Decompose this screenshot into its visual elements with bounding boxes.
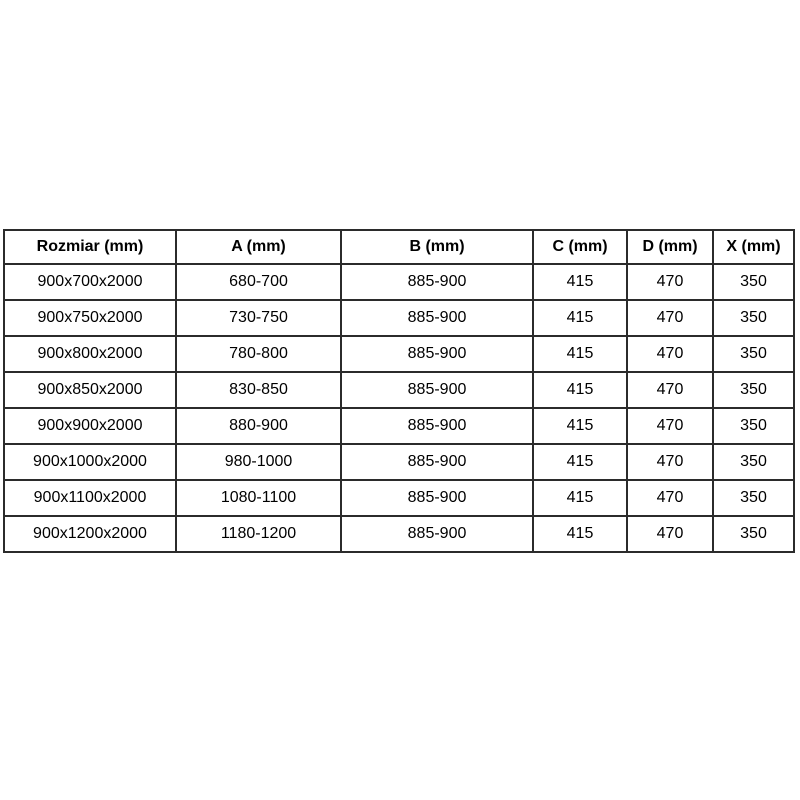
table-cell: 885-900 (341, 372, 533, 408)
table-cell: 470 (627, 372, 713, 408)
column-header-rozmiar: Rozmiar (mm) (4, 230, 176, 264)
table-cell: 350 (713, 408, 794, 444)
table-cell: 350 (713, 444, 794, 480)
table-cell: 415 (533, 372, 627, 408)
table-cell: 470 (627, 300, 713, 336)
table-cell: 900x750x2000 (4, 300, 176, 336)
table-cell: 470 (627, 264, 713, 300)
table-cell: 885-900 (341, 336, 533, 372)
table-cell: 885-900 (341, 444, 533, 480)
table-cell: 885-900 (341, 408, 533, 444)
table-cell: 350 (713, 480, 794, 516)
table-cell: 350 (713, 300, 794, 336)
table-row (4, 264, 794, 300)
column-header-c: C (mm) (533, 230, 627, 264)
column-header-a: A (mm) (176, 230, 341, 264)
table-cell: 885-900 (341, 480, 533, 516)
table-body (4, 264, 794, 552)
table-cell: 900x900x2000 (4, 408, 176, 444)
table-cell: 415 (533, 336, 627, 372)
table-cell: 350 (713, 516, 794, 552)
column-header-d: D (mm) (627, 230, 713, 264)
table-cell: 470 (627, 516, 713, 552)
table-cell: 470 (627, 480, 713, 516)
table-cell: 730-750 (176, 300, 341, 336)
table-cell: 415 (533, 408, 627, 444)
table-cell: 1080-1100 (176, 480, 341, 516)
table-cell: 885-900 (341, 264, 533, 300)
column-header-x: X (mm) (713, 230, 794, 264)
table-cell: 470 (627, 444, 713, 480)
table-cell: 350 (713, 336, 794, 372)
table-row (4, 516, 794, 552)
table-cell: 350 (713, 372, 794, 408)
table-header-row (4, 230, 794, 264)
table-row (4, 444, 794, 480)
table-cell: 1180-1200 (176, 516, 341, 552)
table-row (4, 372, 794, 408)
table-cell: 900x700x2000 (4, 264, 176, 300)
table-cell: 885-900 (341, 300, 533, 336)
table-cell: 780-800 (176, 336, 341, 372)
table-cell: 830-850 (176, 372, 341, 408)
dimensions-table (3, 229, 795, 553)
table-row (4, 300, 794, 336)
table-row (4, 480, 794, 516)
table-cell: 415 (533, 480, 627, 516)
table-cell: 900x850x2000 (4, 372, 176, 408)
table-cell: 415 (533, 264, 627, 300)
table-cell: 980-1000 (176, 444, 341, 480)
column-header-b: B (mm) (341, 230, 533, 264)
table-cell: 900x1000x2000 (4, 444, 176, 480)
table-cell: 350 (713, 264, 794, 300)
table-row (4, 336, 794, 372)
table-cell: 900x1100x2000 (4, 480, 176, 516)
table-cell: 470 (627, 336, 713, 372)
table-cell: 900x800x2000 (4, 336, 176, 372)
table-cell: 415 (533, 516, 627, 552)
table-row (4, 408, 794, 444)
table-cell: 415 (533, 444, 627, 480)
dimensions-table-container (3, 229, 793, 553)
table-cell: 470 (627, 408, 713, 444)
table-cell: 680-700 (176, 264, 341, 300)
table-cell: 885-900 (341, 516, 533, 552)
table-cell: 415 (533, 300, 627, 336)
table-cell: 880-900 (176, 408, 341, 444)
table-cell: 900x1200x2000 (4, 516, 176, 552)
